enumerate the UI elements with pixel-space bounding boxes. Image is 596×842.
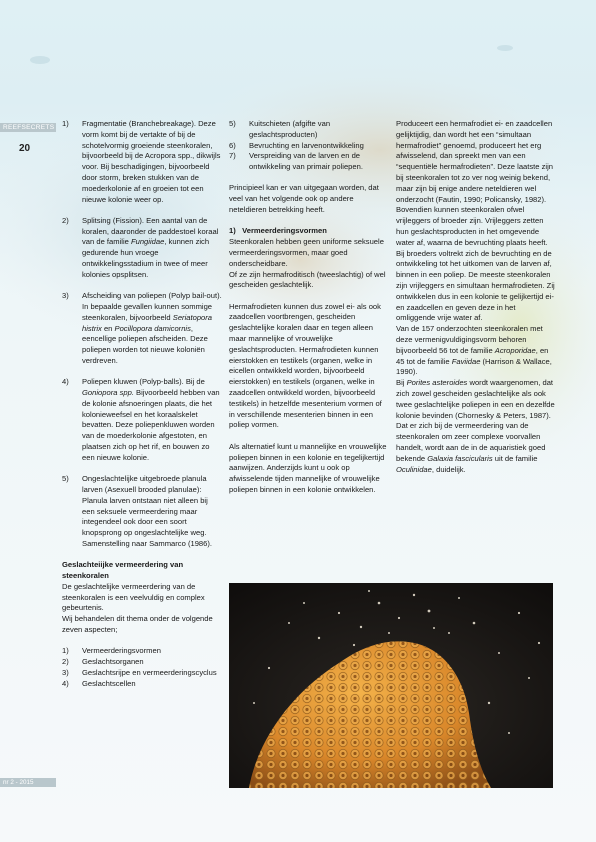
paragraph: De geslachtelijke vermeerdering van de steenkoralen is een veelvuldig en complex gebeurtenis. bbox=[62, 581, 205, 613]
list-item bbox=[62, 291, 222, 367]
list-number: 4) bbox=[62, 377, 69, 387]
list-item bbox=[62, 119, 222, 205]
spawning-coral-photo bbox=[229, 583, 553, 788]
list-number: 3) bbox=[62, 291, 69, 301]
list-item bbox=[62, 474, 222, 550]
paragraph: Of ze zijn hermafroditisch (tweeslachtig) of wel gescheiden geslachtelijk. bbox=[229, 269, 386, 290]
list-item bbox=[62, 377, 222, 463]
list-number: 1) bbox=[62, 119, 69, 128]
list-item: 2) Geslachtsorganen bbox=[62, 657, 144, 667]
list-item bbox=[62, 216, 222, 281]
column-2 bbox=[229, 119, 389, 506]
list-number: 2) bbox=[62, 215, 69, 225]
paragraph: Hermafrodieten kunnen dus zowel ei- als ook zaadcellen voortbrengen, gescheiden geslachtelijke koralen daar en tegen alleen maar mannelijke of vrouwelijke geslachtsproducten. Hermafrodieten kunnen eierstokken en testikels (organen, welke in eicellen ontwikkeld worden, bijvoorbeeld eierstokken) en testikels (organen, welke in zaadcellen ontwikkeld worden, bijvoorbeeld testikels) in hetzelfde mesenterium vormen of in verschillende mesenterien binnen in een poliep vormen. bbox=[229, 301, 382, 430]
paragraph: Produceert een hermafrodiet ei- en zaadcellen gelijktijdig, dan wordt het een “simultaan hermafrodiet” genoemd, produceert het erg afwisselend, dan spreekt men van een “sequentiële hermafrodieten”. Deze laatste zijn bij steenkoralen tot zo ver nog weinig bekend, maar zijn bij enige andere neteldieren wel onderzocht (Fautin, 1990; Policansky, 1982). Bovendien kunnen steenkoralen ofwel vrijleggers of broeder zijn. Vrijleggers zetten hun geslachtsproducten in het omgevende water af, waarna de bevruchting plaats heeft. Bij broeders voltrekt zich de bevruchting en de ontwikkeling tot het uitkomen van de larven af, binnen in een poliep. De meeste steenkoralen zijn vrijleggers en simultaan hermafrodieten. Zij ontwikkelen dus in een kolonie te gelijkertijd ei- en zaadcellen en geven deze in het omliggende vrije water af. bbox=[396, 119, 555, 323]
issue-tag: nr 2 - 2015 bbox=[0, 778, 56, 787]
list-item: 5) Kuitschieten (afgifte van geslachtsproducten) bbox=[229, 119, 331, 139]
list-text: Splitsing (Fission). Een aantal van de koralen, daaronder de paddestoel koraal van de familie Fungiidae, kunnen zich gedurende hun vroege ontwikkelingsstadium in twee of meer kolonies opsplitsen. bbox=[82, 215, 219, 279]
paragraph: Als alternatief kunt u mannelijke en vrouwelijke poliepen binnen in een kolonie en tegelijkertijd aanwijzen. Anderzijds kunt u ook op afwisselende tijden mannelijke of vrouwelijke poliepen binnen in een kolonie ontwikkelen. bbox=[229, 441, 387, 494]
list-number: 5) bbox=[62, 474, 69, 484]
section-heading: Geslachteiijke vermeerdering van steenkoralen bbox=[62, 560, 184, 580]
list-text: Afscheiding van poliepen (Polyp bail-out). In bepaalde gevallen kunnen sommige steenkoralen, bijvoorbeeld Seriatopora histrix en Pocillopora damicornis, eencellige poliepen afscheiden. Deze poliepen worden tot nieuwe koloniën verdreven. bbox=[82, 291, 222, 365]
paragraph: Principieel kan er van uitgegaan worden, dat veel van het volgende ook op andere neteldieren betrekking heeft. bbox=[229, 183, 379, 215]
magazine-name-tag: REEFSECRETS bbox=[0, 123, 56, 132]
list-item: 7) Verspreiding van de larven en de ontwikkeling van primair poliepen. bbox=[229, 151, 363, 172]
column-3 bbox=[396, 119, 556, 475]
paragraph: Van de 157 onderzochten steenkoralen met deze vermenigvuldigingsvorm behoren bijvoorbeeld 56 tot de familie Acroporidae, en 45 tot de familie Faviidae (Harrison & Wallace, 1990). bbox=[396, 324, 552, 377]
paragraph: Bij Porites asteroides wordt waargenomen, dat zich zowel gescheiden geslachtelijke als ook twee geslachtelijke poliepen in een en dezelfde kolonie bevinden (Chornesky & Peters, 1987). Dat er zich bij de vermeerdering van de steenkoralen om zeer complexe voorvallen handelt, wordt aan de in de aquaristiek goed bekende Galaxia fascicularis uit de familie Oculinidae, duidelijk. bbox=[396, 378, 555, 474]
paragraph: Wij behandelen dit thema onder de volgende zeven aspecten; bbox=[62, 614, 213, 634]
list-item: 4) Geslachtscellen bbox=[62, 678, 136, 688]
list-text: Fragmentatie (Branchebreakage). Deze vorm komt bij de vertakte of bij de schotelvormig groeiende steenkoralen, bijvoorbeeld bij de Acropora spp., dikwijls voor. Bij beschadigingen, bijvoorbeeld door storm, breken stukken van de moederkolonie af en groeien tot een nieuwe kolonie weer op. bbox=[82, 119, 221, 204]
list-item: 3) Geslachtsrijpe en vermeerderingscyclus bbox=[62, 667, 217, 677]
list-text: Ongeslachtelijke uitgebroede planula larven (Asexuell brooded planulae): Planula larven ontstaan niet alleen bij een seksuele vermeerdering maar integendeel ook door een soort knopsprong op ongeslachtelijke weg. Samenstelling naar Sammarco (1986). bbox=[82, 474, 212, 548]
column-1 bbox=[62, 119, 222, 689]
list-item: 1) Vermeerderingsvormen bbox=[62, 646, 161, 656]
page-number: 20 bbox=[19, 143, 31, 154]
list-item: 6) Bevruchting en larvenontwikkeling bbox=[229, 140, 364, 150]
list-text: Poliepen kluwen (Polyp-balls). Bij de Goniopora spp. Bijvoorbeeld hebben van de kolonie afsnoeringen plaats, die het kolonieweefsel en het koraalskelet bevatten. Deze poliepenkluwen worden van de moederkolonie afgestoten, en plaatsen zich op het rif, en bouwen zo een nieuwe kolonie. bbox=[82, 377, 220, 462]
section-heading: 1) Vermeerderingsvormen bbox=[229, 226, 327, 236]
paragraph: Steenkoralen hebben geen uniforme seksuele vermeerderingsvormen, maar goed onderscheidbare. bbox=[229, 237, 384, 268]
